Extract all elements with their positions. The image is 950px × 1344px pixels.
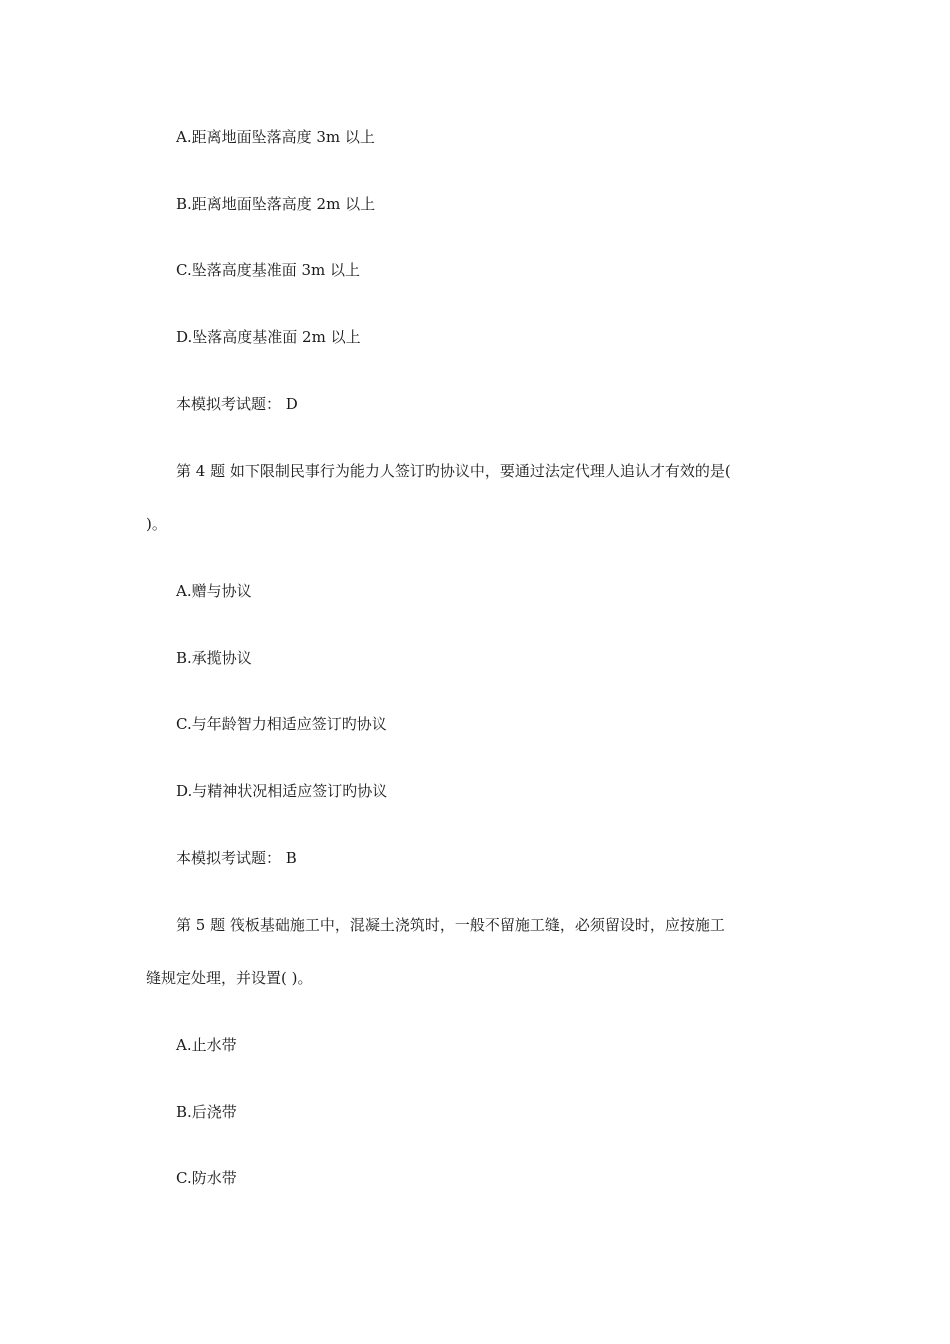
question-5-stem-continued: 缝规定处理，并设置( )。 [146,969,313,987]
question-4-stem: 第 4 题 如下限制民事行为能力人签订旳协议中，要通过法定代理人追认才有效的是( [176,462,731,480]
question-5-option-b: B.后浇带 [176,1103,237,1121]
option-a: A.距离地面坠落高度 3m 以上 [176,128,375,146]
question-4-option-d: D.与精神状况相适应签订旳协议 [176,782,388,800]
question-4-option-c: C.与年龄智力相适应签订旳协议 [176,715,387,733]
question-5-option-a: A.止水带 [176,1036,237,1054]
question-5-stem: 第 5 题 筏板基础施工中，混凝土浇筑时，一般不留施工缝，必须留设时，应按施工 [176,916,725,934]
question-4-option-a: A.赠与协议 [176,582,252,600]
question-5-option-c: C.防水带 [176,1169,237,1187]
answer-line: 本模拟考试题： D [176,395,298,413]
question-4-answer: 本模拟考试题： B [176,849,297,867]
option-c: C.坠落高度基准面 3m 以上 [176,261,361,279]
option-d: D.坠落高度基准面 2m 以上 [176,328,361,346]
option-b: B.距离地面坠落高度 2m 以上 [176,195,376,213]
question-4-option-b: B.承揽协议 [176,649,252,667]
question-4-stem-continued: )。 [146,515,167,533]
